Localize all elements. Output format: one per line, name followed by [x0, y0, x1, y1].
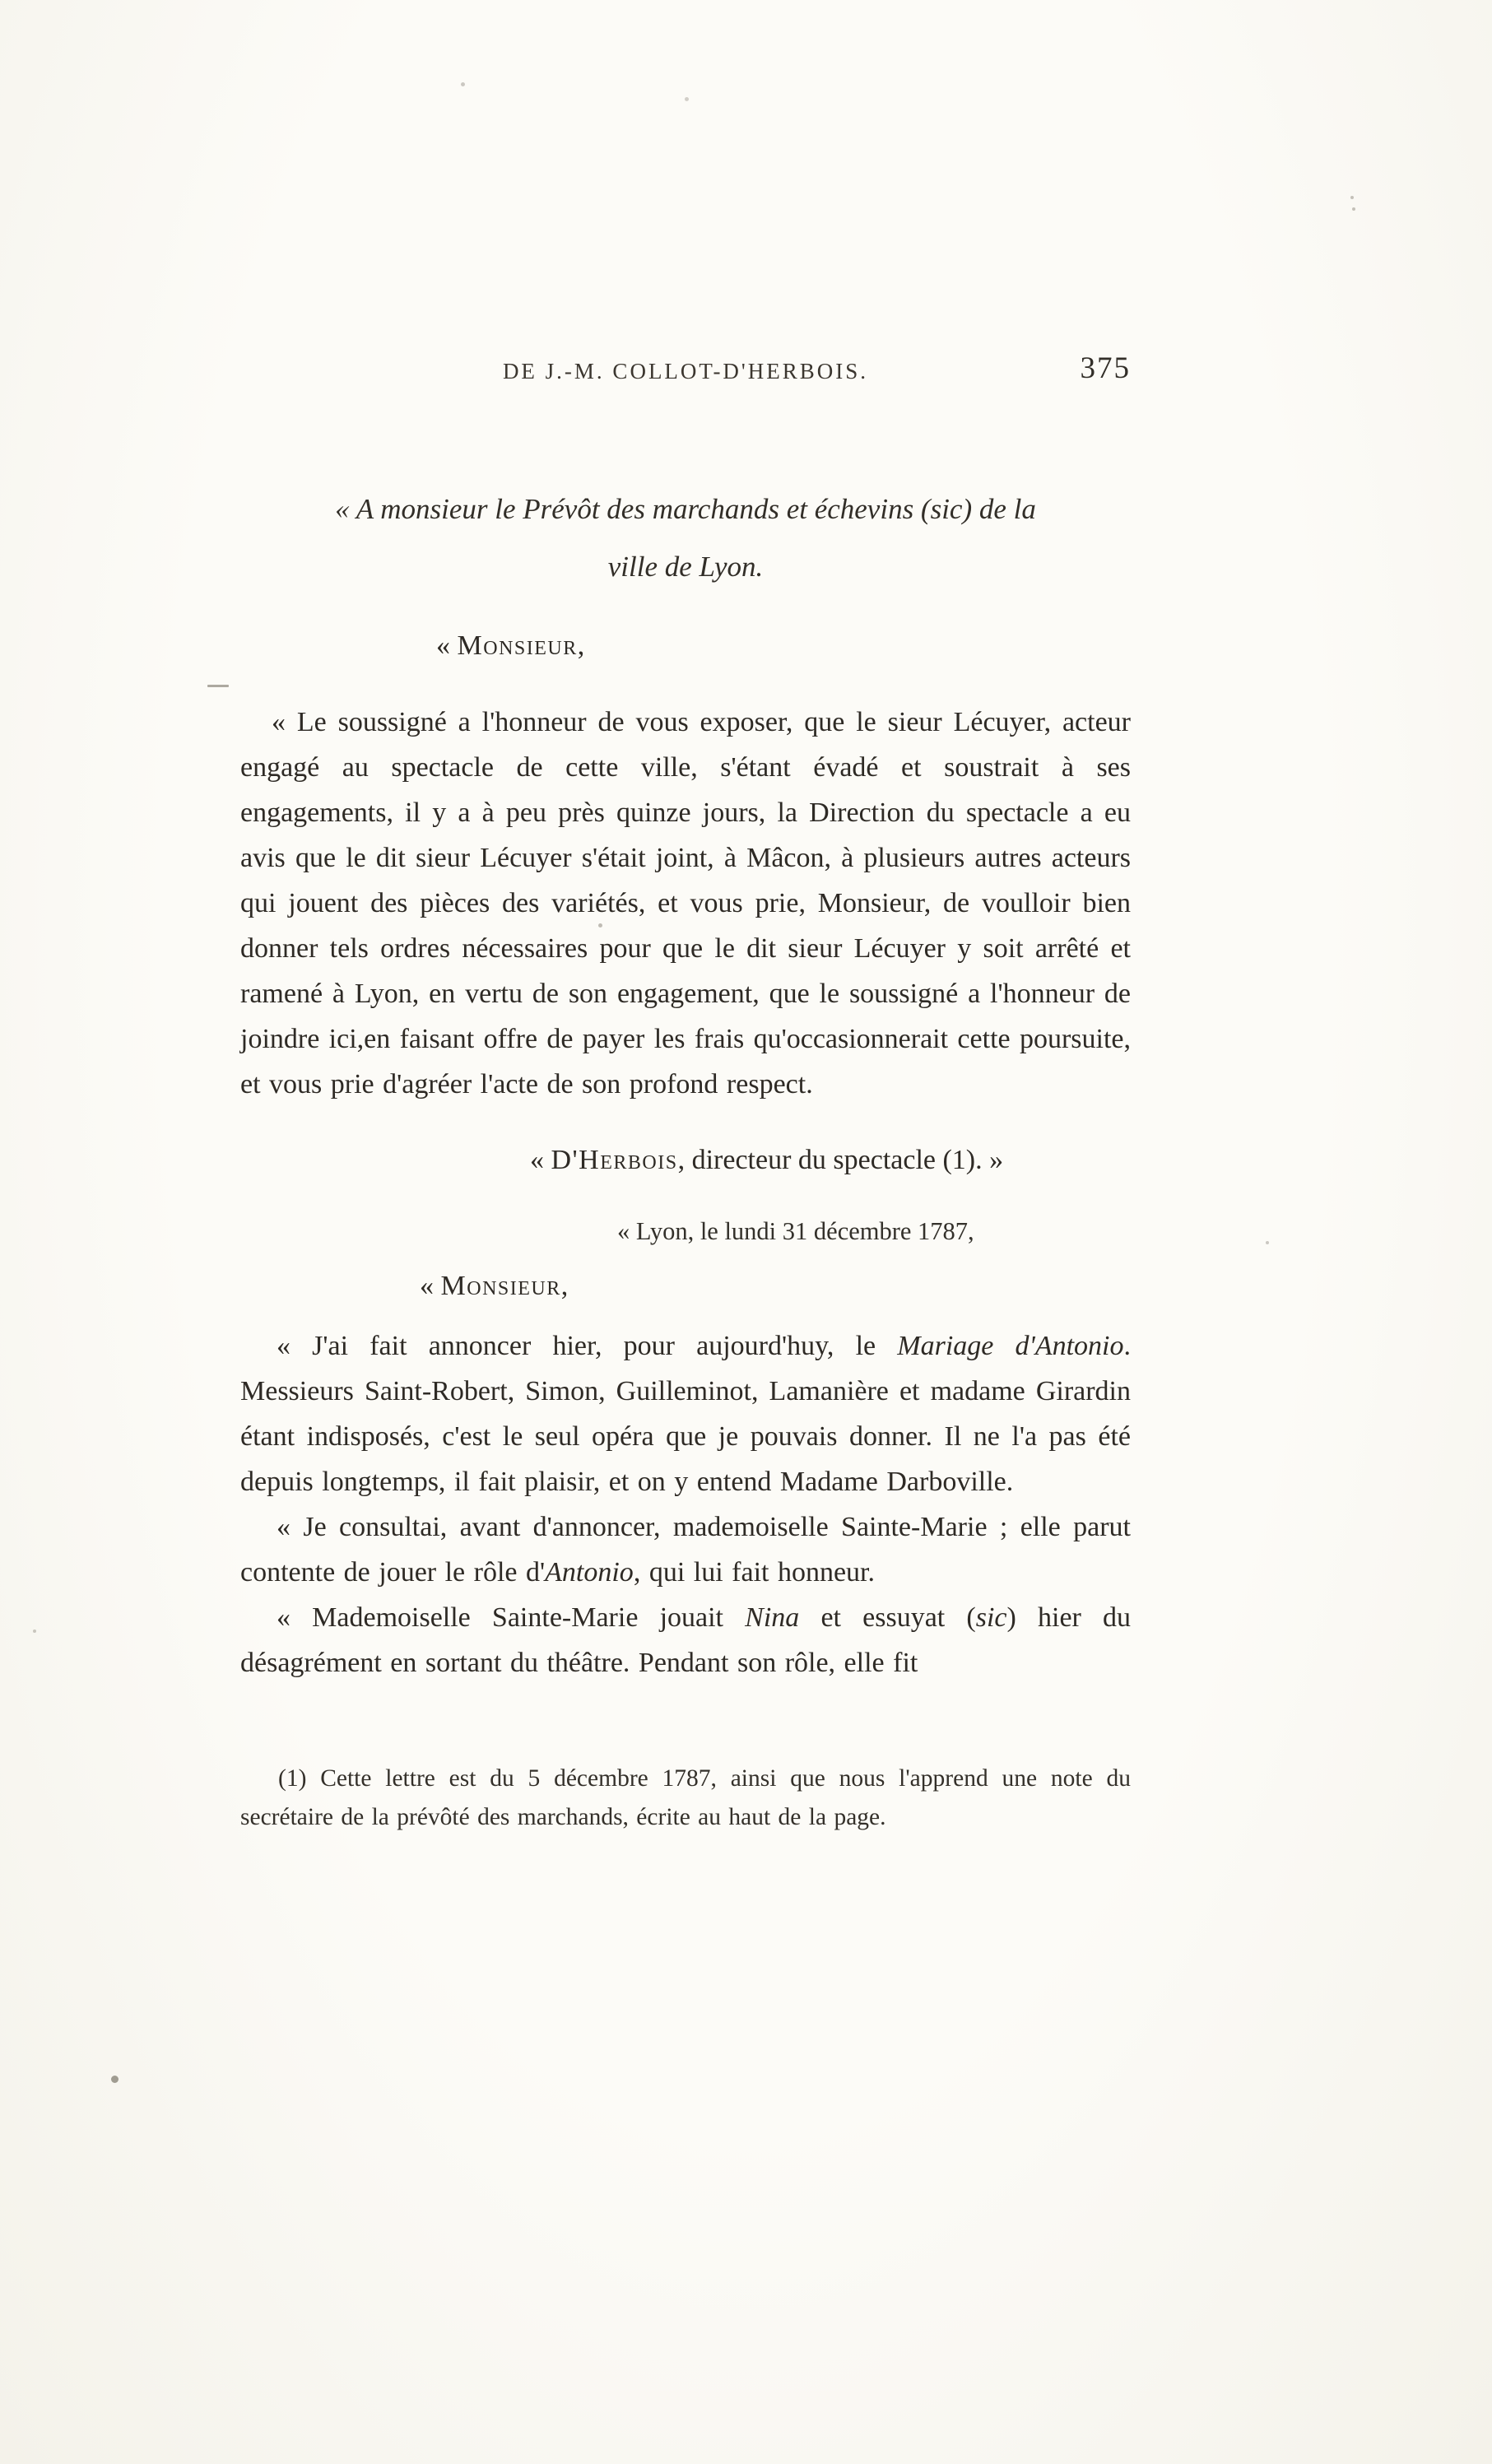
text-run: « Je consultai, avant d'annoncer, mademoiselle Sainte-Marie ; elle parut contente de jouer le rôle d' [240, 1512, 1131, 1588]
letter-address [240, 481, 1131, 596]
scan-speck [207, 685, 229, 687]
signature-rest: , directeur du spectacle (1). » [677, 1145, 1004, 1175]
guillemet-open: « [420, 1271, 441, 1301]
dateline-text: « Lyon, le lundi 31 décembre 1787, [617, 1217, 974, 1245]
guillemet-open: « [436, 630, 458, 661]
address-line-1: « A monsieur le Prévôt des marchands et échevins (sic) de la [335, 493, 1036, 525]
page-number: 375 [1080, 351, 1131, 385]
guillemet-open: « [530, 1145, 551, 1175]
scan-speck [111, 2076, 119, 2083]
letter-paragraph [240, 1504, 1131, 1595]
text-run: ) hier du désagrément en sortant du théâtre. Pendant son rôle, elle fit [240, 1602, 1132, 1678]
scan-speck [33, 1629, 36, 1633]
salutation-monsieur-2 [420, 1271, 1131, 1302]
scan-speck [461, 82, 465, 86]
opera-title-italic: Mariage d'Antonio [897, 1331, 1124, 1361]
salutation-smallcaps: Monsieur, [457, 630, 586, 661]
role-name-italic: Antonio [545, 1557, 634, 1588]
text-run: . Messieurs Saint-Robert, Simon, Guilleminot, Lamanière et madame Girardin étant indisposés, c'est le seul opéra que je pouvais donner. Il ne l'a pas été depuis longtemps, il fait plaisir, et on y entend Madame Darboville. [240, 1331, 1131, 1497]
text-run: « Mademoiselle Sainte-Marie jouait [277, 1602, 746, 1633]
address-line-2: ville de Lyon. [607, 551, 764, 583]
letter-dateline [617, 1217, 1131, 1246]
signature-name-smallcaps: D'Herbois [551, 1145, 678, 1175]
letter-signature [530, 1145, 1131, 1176]
letter-body-text: « Le soussigné a l'honneur de vous exposer, que le sieur Lécuyer, acteur engagé au spectacle de cette ville, s'étant évadé et soustrait à ses engagements, il y a à peu près quinze jours, la Direction du spectacle a eu avis que le dit sieur Lécuyer s'était joint, à Mâcon, à plusieurs autres acteurs qui jouent des pièces des variétés, et vous prie, Monsieur, de voulloir bien donner tels ordres nécessaires pour que le dit sieur Lécuyer y soit arrêté et ramené à Lyon, en vertu de son engagement, que le soussigné a l'honneur de joindre ici,en faisant offre de payer les frais qu'occasionnerait cette poursuite, et vous prie d'agréer l'acte de son profond respect. [240, 707, 1131, 1100]
footnote-text: (1) Cette lettre est du 5 décembre 1787, ainsi que nous l'apprend une note du secrétaire de la prévôté des marchands, écrite au haut de la page. [240, 1765, 1131, 1830]
letter-body-paragraph [240, 700, 1131, 1107]
text-run: et essuyat ( [799, 1602, 976, 1633]
letter-paragraph [240, 1323, 1131, 1504]
page-content [240, 351, 1132, 1862]
footnote [240, 1760, 1131, 1837]
scan-speck [1352, 207, 1355, 211]
text-run: , qui lui fait honneur. [633, 1557, 875, 1588]
salutation-monsieur-1 [436, 630, 1131, 662]
page-header [240, 351, 1131, 398]
scan-speck [1266, 1241, 1269, 1244]
opera-title-italic: Nina [745, 1602, 800, 1633]
sic-italic: sic [975, 1602, 1007, 1633]
text-run: « J'ai fait annoncer hier, pour aujourd'huy, le [277, 1331, 898, 1361]
scan-speck [1350, 196, 1354, 199]
letter-paragraph [240, 1595, 1131, 1685]
scan-speck [685, 97, 689, 101]
running-title: DE J.-M. COLLOT-D'HERBOIS. [502, 359, 869, 384]
scan-speck [598, 923, 602, 927]
salutation-smallcaps: Monsieur, [440, 1271, 569, 1301]
